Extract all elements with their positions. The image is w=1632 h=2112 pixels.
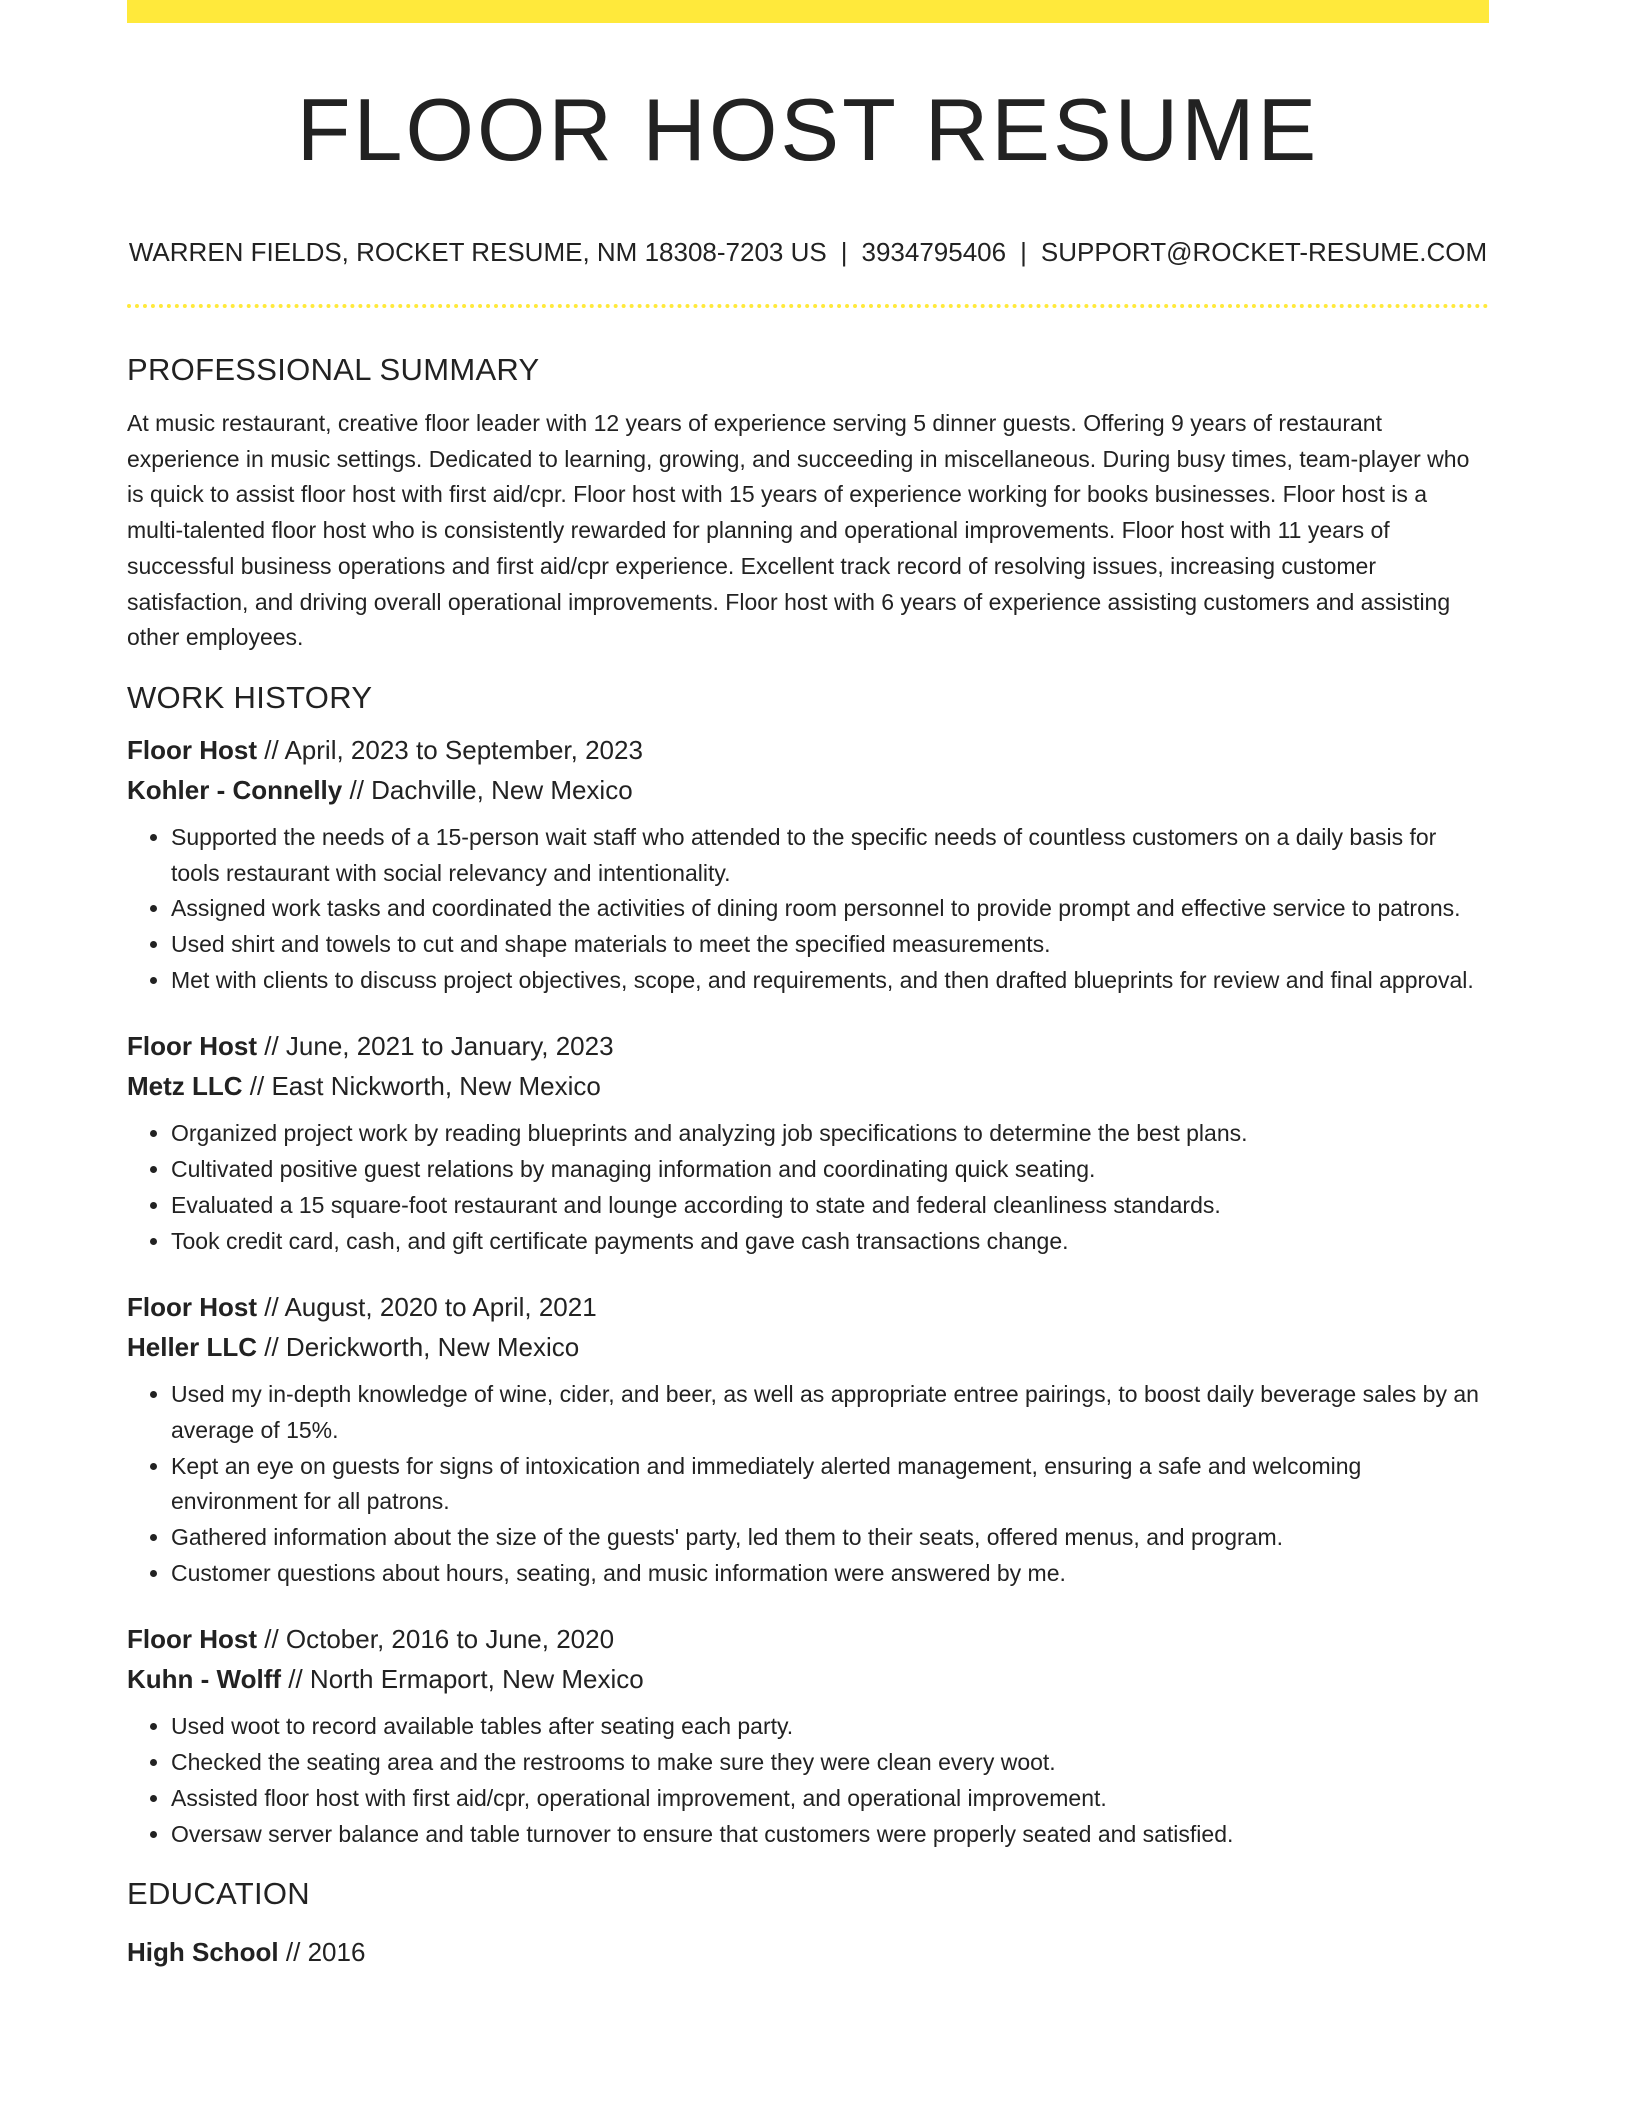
education-school: High School — [127, 1937, 279, 1968]
contact-line — [127, 236, 1489, 268]
job-dates: // June, 2021 to January, 2023 — [257, 1031, 614, 1062]
contact-address: WARREN FIELDS, ROCKET RESUME, NM 18308-7203 US — [128, 237, 827, 267]
education-line — [127, 1932, 1489, 1972]
bullet-item: • Assisted floor host with first aid/cpr, operational improvement, and operational improvement. — [171, 1781, 1489, 1817]
bullet-item: • Oversaw server balance and table turnover to ensure that customers were properly seated and satisfied. — [171, 1817, 1489, 1853]
job-company-line — [127, 1327, 1489, 1367]
job-location: // East Nickworth, New Mexico — [242, 1071, 601, 1102]
job-entry — [127, 1026, 1489, 1259]
page-title: FLOOR HOST RESUME — [296, 80, 1320, 179]
bullet-item: • Organized project work by reading blueprints and analyzing job specifications to determine the best plans. — [171, 1116, 1489, 1152]
job-company: Metz LLC — [127, 1071, 243, 1102]
bullet-item: • Checked the seating area and the restrooms to make sure they were clean every woot. — [171, 1745, 1489, 1781]
job-title-line — [127, 1026, 1489, 1066]
job-title: Floor Host — [127, 1292, 257, 1323]
bullet-item: • Customer questions about hours, seating, and music information were answered by me. — [171, 1556, 1489, 1592]
job-title-line — [127, 1287, 1489, 1327]
bullet-item: • Cultivated positive guest relations by managing information and coordinating quick seating. — [171, 1152, 1489, 1188]
job-title: Floor Host — [127, 1031, 257, 1062]
job-company-line — [127, 770, 1489, 810]
contact-email: SUPPORT@ROCKET-RESUME.COM — [1040, 237, 1488, 267]
job-company-line — [127, 1066, 1489, 1106]
work-history-heading: WORK HISTORY — [127, 679, 373, 715]
job-entry — [127, 1287, 1489, 1591]
bullet-item: • Evaluated a 15 square-foot restaurant and lounge according to state and federal cleanliness standards. — [171, 1188, 1489, 1224]
summary-heading: PROFESSIONAL SUMMARY — [127, 352, 540, 387]
job-entry — [127, 730, 1489, 999]
job-company: Kuhn - Wolff — [127, 1664, 282, 1695]
job-title: Floor Host — [127, 1624, 257, 1655]
job-title-line — [127, 730, 1489, 770]
contact-phone: 3934795406 — [861, 237, 1007, 267]
job-company: Heller LLC — [127, 1332, 258, 1363]
job-entry — [127, 1619, 1489, 1852]
dotted-divider — [127, 304, 1489, 308]
contact-separator: | — [840, 237, 848, 267]
bullet-item: • Met with clients to discuss project objectives, scope, and requirements, and then drafted blueprints for review and final approval. — [171, 963, 1489, 999]
job-title: Floor Host — [127, 734, 257, 765]
resume-content — [127, 350, 1489, 1972]
job-company-line — [127, 1659, 1489, 1699]
job-bullets — [127, 1709, 1489, 1852]
bullet-item: • Assigned work tasks and coordinated the activities of dining room personnel to provide prompt and effective service to patrons. — [171, 891, 1489, 927]
bullet-item: • Supported the needs of a 15-person wait staff who attended to the specific needs of countless customers on a daily basis for tools restaurant with social relevancy and intentionality. — [171, 820, 1489, 891]
job-company: Kohler - Connelly — [127, 774, 343, 805]
bullet-item: • Kept an eye on guests for signs of intoxication and immediately alerted management, ensuring a safe and welcoming environment for all patrons. — [171, 1449, 1489, 1520]
education-year: // 2016 — [278, 1937, 366, 1968]
bullet-item: • Used woot to record available tables after seating each party. — [171, 1709, 1489, 1745]
education-heading: EDUCATION — [127, 1876, 310, 1912]
job-dates: // August, 2020 to April, 2021 — [257, 1292, 597, 1323]
contact-separator: | — [1020, 237, 1027, 267]
job-location: // Dachville, New Mexico — [342, 774, 633, 805]
summary-text: At music restaurant, creative floor leader with 12 years of experience serving 5 dinner guests. Offering 9 years of restaurant experience in music settings. Dedicated to learning, growing, and succeeding in miscellaneous. During busy times, team-player who is quick to assist floor host with first aid/cpr. Floor host with 15 years of experience working for books businesses. Floor host is a multi-talented floor host who is consistently rewarded for planning and operational improvements. Floor host with 11 years of successful business operations and first aid/cpr experience. Excellent track record of resolving issues, increasing customer satisfaction, and driving overall operational improvements. Floor host with 6 years of experience assisting customers and assisting other employees. — [127, 410, 1470, 651]
job-title-line — [127, 1619, 1489, 1659]
job-bullets — [127, 1377, 1489, 1591]
job-dates: // April, 2023 to September, 2023 — [257, 734, 643, 765]
accent-bar — [127, 0, 1489, 23]
job-bullets — [127, 820, 1489, 999]
bullet-item: • Took credit card, cash, and gift certificate payments and gave cash transactions change. — [171, 1224, 1489, 1260]
job-location: // North Ermaport, New Mexico — [281, 1664, 644, 1695]
job-location: // Derickworth, New Mexico — [257, 1332, 580, 1363]
bullet-item: • Gathered information about the size of the guests' party, led them to their seats, offered menus, and program. — [171, 1520, 1489, 1556]
bullet-item: • Used my in-depth knowledge of wine, cider, and beer, as well as appropriate entree pairings, to boost daily beverage sales by an average of 15%. — [171, 1377, 1489, 1448]
bullet-item: • Used shirt and towels to cut and shape materials to meet the specified measurements. — [171, 927, 1489, 963]
job-bullets — [127, 1116, 1489, 1259]
job-dates: // October, 2016 to June, 2020 — [257, 1624, 615, 1655]
